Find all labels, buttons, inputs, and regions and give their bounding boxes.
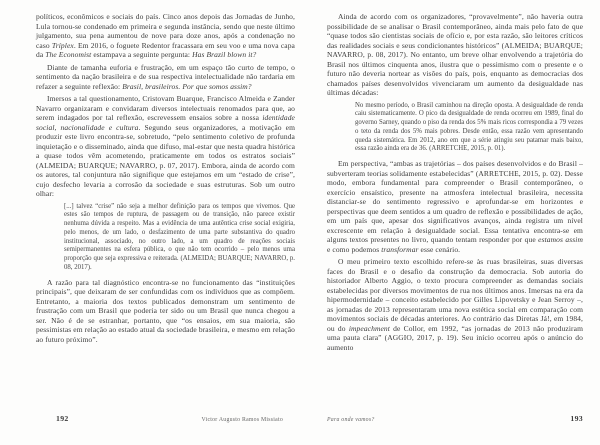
text-segment: Em perspectiva, “ambas as trajetórias – dos países desenvolvidos e do Brasil – subverteram teorias solidamente estabelecidas” (ARRETCHE, 2015, p. 02). Desse modo, embora fundamental para compreender o Brasil contemporâneo, o exercício ensaístico, presente na atmosfera intelectual brasileira, necessita distanciar-se do sentimento regressivo e aprofundar-se em horizontes e perspectivas que deem sentidos a um quadro de reflexão e possibilidades de ação, em um país que, apesar dos significativos avanços, ainda registra um nível excrescente em relação à desigualdade social. Essa tentativa encontra-se em alguns textos presentes no livro, quando tentam responder por que xyxy=(327,159,583,245)
text-segment: estampava a seguinte pergunta: xyxy=(91,50,193,59)
text-segment: esse cenário. xyxy=(418,244,461,254)
paragraph xyxy=(327,12,583,98)
italic-text-segment: Tríplex xyxy=(51,40,74,50)
blockquote xyxy=(64,203,295,273)
page-number-right: 193 xyxy=(570,414,583,423)
paragraph xyxy=(36,12,295,60)
text-segment: . Segundo seus organizadores, a motivação em produzir este livro encontra-se, sobretudo, “pelo sentimento coletivo de profunda inquietação e o disseminado, ainda que difuso, mal-estar que nesta quadra histórica a quase todos vêm acometendo, praticamente em todos os estratos sociais” (ALMEIDA; BUARQUE; NAVARRO, p. 07, 2017). Embora, ainda de acordo com os autores, tal conjuntura não signifique que estejamos em um “estado de crise”, cujo desfecho levaria a corrosão da sociedade e suas estruturas. Sob um outro olhar: xyxy=(36,122,295,198)
text-segment: Diante de tamanha euforia e frustração, em um espaço tão curto de tempo, o sentimento da nação brasileira e de sua respectiva intelectualidade não tardaria em refazer a seguinte reflexão: xyxy=(36,62,295,91)
italic-text-segment: The Economist xyxy=(45,50,92,59)
paragraph xyxy=(36,94,295,199)
italic-text-segment: transformar xyxy=(381,244,419,254)
italic-text-segment: impeachment xyxy=(348,323,390,333)
blockquote xyxy=(355,102,583,155)
italic-text-segment: Brasil, brasileiros. Por que somos assim? xyxy=(122,81,252,91)
text-segment: [...] talvez “crise” não seja a melhor definição para os tempos que vivemos. Que estes são tempos de ruptura, de passagem ou de transição, não parece existir nenhuma dúvida a respeito. Mas a evidência de uma autêntica crise social exigiria, pelo menos, de um lado, o desfazimento de uma parte substantiva do quadro institucional, associado, no outro lado, a um quadro de reações sociais semipermanentes na esfera pública, o que não tem ocorrido – pelo menos uma proporção que seja expressiva e reiterada. (ALMEIDA; BUARQUE; NAVARRO, p. 08, 2017). xyxy=(64,202,295,272)
text-segment: políticos, econômicos e sociais do país. Cinco anos depois das Jornadas de Junho, Lula tornou-se condenado em primeira e segunda instância, sendo que neste último julgamento, sua pena aumentou de nove para doze anos, após a condenação no caso xyxy=(36,12,295,50)
text-segment: e como podemos xyxy=(327,244,382,254)
text-segment: No mesmo período, o Brasil caminhou na direção oposta. A desigualdade de renda caiu sistematicamente. O pico da desigualdade de renda ocorreu em 1989, final do governo Sarney, quando o piso da renda dos 5% mais ricos correspondia a 79 vezes o teto da renda dos 5% mais pobres. Desde então, essa razão vem apresentando queda sistemática. Em 2012, ano em que a série atingiu seu patamar mais baixo, essa razão ainda era de 36. (ARRETCHE, 2015, p. 01). xyxy=(355,101,583,153)
page-left-text-column xyxy=(36,12,295,347)
text-segment: O meu primeiro texto escolhido refere-se às ruas brasileiras, suas diversas faces do Brasil e o desafio da construção da democracia. Sob autoria do historiador Alberto Aggio, o texto procura compreender as demandas sociais estabelecidas por diversos movimentos de rua nos últimos anos. Imersas na era da hipermodernidade – conceito estabelecido por Gilles Lipovetsky e Jean Serroy –, as jornadas de 2013 representaram uma nova estética social em comparação com movimentos sociais de décadas anteriores. Ao contrário das Diretas Já!, em 1984, ou do xyxy=(327,257,583,333)
page-right-text-column xyxy=(327,12,583,355)
running-footer-author: Victor Augusto Ramos Missiato xyxy=(201,417,283,423)
paragraph xyxy=(327,257,583,352)
italic-text-segment: identidade social, nacionalidade e cultura xyxy=(36,113,295,132)
page-left-footer xyxy=(36,414,295,423)
paragraph xyxy=(327,159,583,254)
italic-text-segment: estamos assim xyxy=(538,235,583,245)
running-footer-chapter: Para onde vamos? xyxy=(327,417,375,423)
text-segment: A razão para tal diagnóstico encontra-se no funcionamento das “instituições principais”, que deixaram de ser confundidas com os indivíduos que as compõem. Entretanto, a maioria dos textos publicados demonstram um sentimento de frustração com um Brasil que poderia ter sido ou um Brasil que nunca chegou a ser. Não é de se estranhar, portanto, que “os ensaios, em sua maioria, são pessimistas em relação ao estado atual da sociedade brasileira, e mesmo em relação ao futuro próximo”. xyxy=(36,277,295,344)
text-segment: de Collor, em 1992, “as jornadas de 2013 não produziram uma pauta clara” (AGGIO, 2017, p. 19). Seu início ocorreu após o anúncio do aumento xyxy=(327,323,584,352)
text-segment: Imersos a tal questionamento, Cristovam Buarque, Francisco Almeida e Zander Navarro organizaram e convidaram diversos intelectuais renomados para que, ao serem indagados por tal reflexão, escrevessem ensaios sobre a nossa xyxy=(36,94,295,122)
text-segment: Ainda de acordo com os organizadores, “provavelmente”, não haveria outra possibilidade de se analisar o Brasil contemporâneo, ainda mais pelo fato de que “quase todos são cientistas sociais de ofício e, por esta razão, são leitores críticos das realidades sociais e seus condicionantes históricos” (ALMEIDA; BUARQUE; NAVARRO, p. 08, 2017). No entanto, um breve olhar envolvendo a trajetória do Brasil nos últimos cinquenta anos, ilustra que o pessimismo com o presente e o futuro não deveria nortear as visões do país, pois, enquanto as democracias dos chamados países desenvolvidos vivenciaram um aumento da desigualdade nas últimas décadas: xyxy=(327,12,583,97)
page-number-left: 192 xyxy=(56,414,69,423)
paragraph xyxy=(36,63,295,92)
text-segment: . Em 2016, o foguete Redentor fracassara em seu voo e uma nova capa da xyxy=(36,40,295,59)
italic-text-segment: Has Brazil blown it? xyxy=(192,50,257,59)
paragraph xyxy=(36,278,295,345)
page-right-footer xyxy=(327,414,583,423)
